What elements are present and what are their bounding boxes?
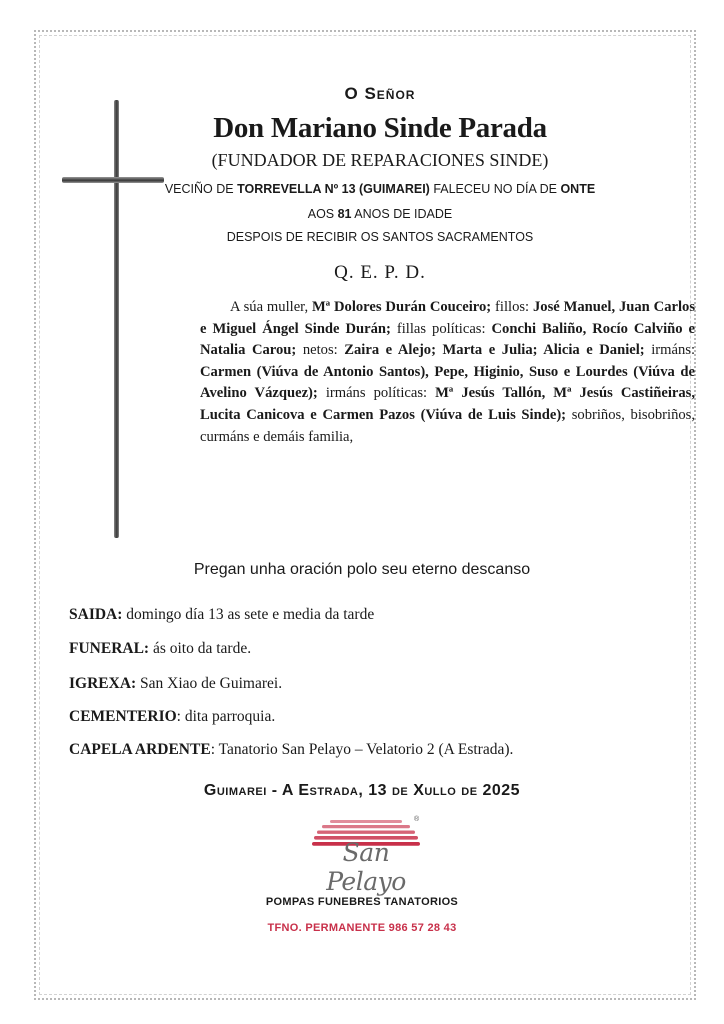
deceased-role: (FUNDADOR DE REPARACIONES SINDE) xyxy=(211,150,549,170)
detail-cementerio: CEMENTERIO: dita parroquia. xyxy=(69,708,276,725)
deceased-name: Don Mariano Sinde Parada xyxy=(213,112,547,144)
prayer-line: Pregan unha oración polo seu eterno descanso xyxy=(193,561,531,578)
detail-igrexa: IGREXA: San Xiao de Guimarei. xyxy=(69,675,283,692)
place-date: Guimarei - A Estrada, 13 de Xullo de 2025 xyxy=(203,782,521,799)
company-logo-text: San Pelayo xyxy=(326,838,406,896)
age-line: AOS 81 ANOS DE IDADE xyxy=(307,207,453,221)
residence-line: VECIÑO DE TORREVELLA Nº 13 (GUIMAREI) FALECEU NO DÍA DE ONTE xyxy=(164,182,596,196)
company-name: POMPAS FUNEBRES TANATORIOS xyxy=(265,896,459,908)
detail-saida: SAIDA: domingo día 13 as sete e media da tarde xyxy=(69,606,375,623)
deceased-prefix: O Señor xyxy=(344,84,416,103)
cross-icon xyxy=(114,100,119,538)
detail-capela: CAPELA ARDENTE: Tanatorio San Pelayo – Velatorio 2 (A Estrada). xyxy=(69,741,514,758)
family-paragraph: A súa muller, Mª Dolores Durán Couceiro; fillos: José Manuel, Juan Carlos e Miguel Ángel Sinde Durán; fillas políticas: Conchi Baliño, Rocío Calviño e Natalia Carou; netos: Zaira e Alejo; Marta e Julia; Alicia e Daniel; irmáns: Carmen (Viúva de Antonio Santos), Pepe, Higinio, Suso e Lourdes (Viúva de Avelino Vázquez); irmáns políticas: Mª Jesús Tallón, Mª Jesús Castiñeiras, Lucita Canicova e Carmen Pazos (Viúva de Luis Sinde); sobriños, bisobriños, curmáns e demáis familia, xyxy=(200,299,696,445)
sacraments-line: DESPOIS DE RECIBIR OS SANTOS SACRAMENTOS xyxy=(226,230,534,244)
detail-funeral: FUNERAL: ás oito da tarde. xyxy=(69,640,252,657)
registered-mark: ® xyxy=(414,816,420,823)
qepd-text: Q. E. P. D. xyxy=(334,262,426,283)
company-phone: TFNO. PERMANENTE 986 57 28 43 xyxy=(267,922,457,934)
